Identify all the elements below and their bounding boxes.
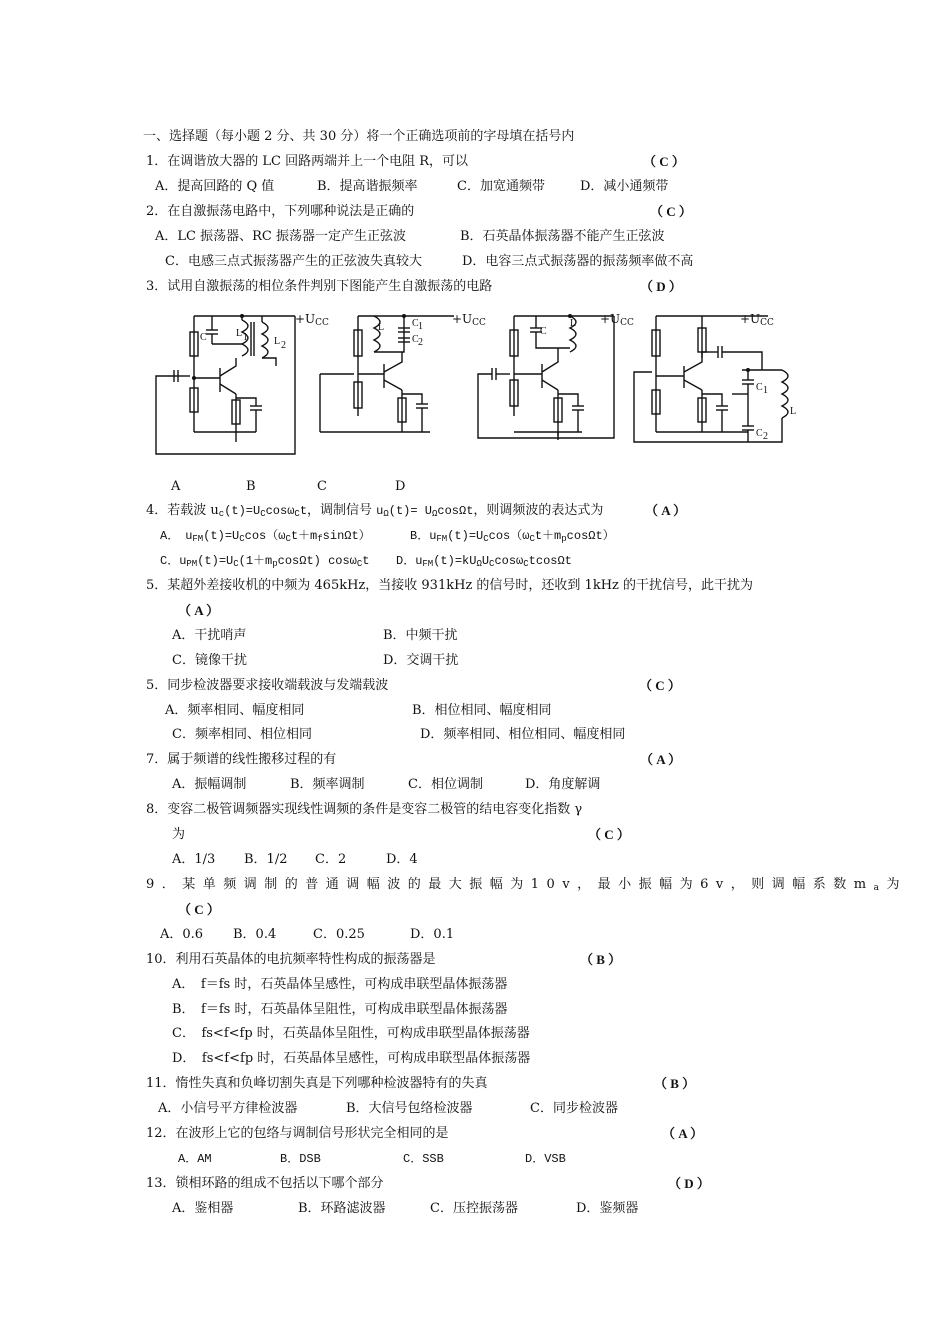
- q13-option-c: C．压控振荡器: [430, 1201, 518, 1216]
- q2-option-c: C．电感三点式振荡器产生的正弦波失真较大: [165, 254, 422, 269]
- circuit-label-b: B: [246, 479, 256, 494]
- q7-option-c: C．相位调制: [408, 777, 483, 792]
- svg-text:1: 1: [763, 385, 768, 396]
- q2-answer: （ C ）: [650, 204, 692, 219]
- q12-option-b: B．DSB: [280, 1152, 321, 1166]
- q11-stem: 11．惰性失真和负峰切割失真是下列哪种检波器特有的失真: [146, 1076, 488, 1091]
- q1-option-c: C．加宽通频带: [457, 179, 545, 194]
- q8-answer: （ C ）: [588, 827, 630, 842]
- q5a-option-c: C．镜像干扰: [172, 653, 247, 668]
- q7-option-d: D．角度解调: [525, 777, 601, 792]
- svg-text:C: C: [540, 326, 547, 337]
- q5b-option-c: C．频率相同、相位相同: [172, 727, 312, 742]
- circuit-b-diagram: [312, 308, 462, 458]
- q1-option-b: B．提高谐振频率: [317, 179, 418, 194]
- section-header: 一、选择题（每小题 2 分、共 30 分）将一个正确选项前的字母填在括号内: [143, 129, 575, 144]
- q8-option-a: A．1/3: [172, 852, 216, 867]
- q4-option-d: D．$u_{FM}(t)=kU_\Omega U_C\cos\omega_Ctcos\Omega t$: [396, 554, 572, 569]
- q2-option-d: D．电容三点式振荡器的振荡频率做不高: [462, 254, 694, 269]
- q9-option-a: A．0.6: [160, 927, 204, 942]
- q7-stem: 7．属于频谱的线性搬移过程的有: [146, 752, 337, 767]
- q7-answer: （ A ）: [640, 752, 682, 767]
- q5a-answer: （ A ）: [178, 603, 220, 618]
- circuit-b-vcc: $+U_{CC}$: [452, 312, 486, 328]
- q12-option-c: C．SSB: [403, 1152, 444, 1166]
- q10-answer: （ B ）: [580, 952, 622, 967]
- q5b-option-d: D．频率相同、相位相同、幅度相同: [420, 727, 626, 742]
- q13-option-d: D．鉴频器: [576, 1201, 639, 1216]
- q1-option-d: D．减小通频带: [580, 179, 669, 194]
- svg-text:L: L: [790, 406, 797, 417]
- svg-text:1: 1: [243, 332, 248, 343]
- q5a-option-d: D．交调干扰: [383, 653, 459, 668]
- svg-text:1: 1: [418, 321, 423, 332]
- svg-text:L: L: [378, 322, 385, 333]
- q10-option-d: D． fs<f<fp 时，石英晶体呈感性，可构成串联型晶体振荡器: [172, 1051, 531, 1066]
- svg-text:2: 2: [763, 431, 768, 442]
- circuit-label-c: C: [317, 479, 327, 494]
- q3-answer: （ D ）: [640, 279, 682, 294]
- q13-stem: 13．锁相环路的组成不包括以下哪个部分: [146, 1176, 384, 1191]
- q1-stem: 1．在调谐放大器的 LC 回路两端并上一个电阻 R，可以: [146, 154, 469, 169]
- q8-stem: 8．变容二极管调频器实现线性调频的条件是变容二极管的结电容变化指数 γ: [146, 802, 583, 817]
- q8-stem-cont: 为: [172, 827, 186, 842]
- q2-stem: 2．在自激振荡电路中，下列哪种说法是正确的: [146, 204, 415, 219]
- circuit-label-d: D: [395, 479, 406, 494]
- svg-text:C: C: [756, 428, 763, 439]
- q10-option-b: B． f＝fs 时，石英晶体呈阻性，可构成串联型晶体振荡器: [172, 1002, 508, 1017]
- q10-option-c: C． fs<f<fp 时，石英晶体呈阻性，可构成串联型晶体振荡器: [172, 1026, 530, 1041]
- q12-stem: 12．在波形上它的包络与调制信号形状完全相同的是: [146, 1126, 449, 1141]
- circuit-d-vcc: $+U_{CC}$: [740, 312, 774, 328]
- svg-text:C: C: [756, 382, 763, 393]
- q12-answer: （ A ）: [662, 1126, 704, 1141]
- q13-option-b: B．环路滤波器: [298, 1201, 386, 1216]
- circuit-a-vcc: $+U_{CC}$: [295, 312, 329, 328]
- q5a-option-b: B．中频干扰: [383, 628, 458, 643]
- q11-answer: （ B ）: [654, 1076, 696, 1091]
- circuit-a-diagram: [150, 308, 310, 458]
- q5b-option-b: B．相位相同、幅度相同: [412, 703, 552, 718]
- svg-text:L: L: [570, 318, 577, 329]
- q7-option-a: A．振幅调制: [172, 777, 247, 792]
- circuit-label-a: A: [171, 479, 181, 494]
- q8-option-c: C．2: [315, 852, 347, 867]
- circuit-c-vcc: $+U_{CC}$: [600, 312, 634, 328]
- q4-option-b: B．$u_{FM}(t)=U_C\cos(\omega_Ct+m_p\cos\Omega t)$: [410, 529, 615, 544]
- q5a-option-a: A．干扰哨声: [172, 628, 247, 643]
- q9-option-c: C．0.25: [313, 927, 365, 942]
- q4-option-a: A． $u_{FM}(t)=U_C\cos(\omega_Ct+m_f\sin\Omega t)$: [160, 529, 371, 544]
- q2-option-a: A．LC 振荡器、RC 振荡器一定产生正弦波: [155, 229, 406, 244]
- q5b-answer: （ C ）: [639, 678, 681, 693]
- q11-option-b: B．大信号包络检波器: [346, 1101, 473, 1116]
- q1-answer: （ C ）: [643, 154, 685, 169]
- q11-option-a: A．小信号平方律检波器: [158, 1101, 298, 1116]
- q4-stem: 4．若载波 $u_c(t)=U_C\cos\omega_Ct$，调制信号 $u_\Omega(t)= U_\Omega\cos\Omega t$，则调频波的表达式为: [146, 503, 604, 519]
- q13-answer: （ D ）: [668, 1176, 710, 1191]
- q8-option-b: B．1/2: [244, 852, 288, 867]
- q3-stem: 3．试用自激振荡的相位条件判别下图能产生自激振荡的电路: [146, 279, 493, 294]
- q1-option-a: A．提高回路的 Q 值: [155, 179, 275, 194]
- svg-text:C: C: [412, 334, 419, 345]
- q5b-stem: 5．同步检波器要求接收端载波与发端载波: [146, 678, 389, 693]
- q11-option-c: C．同步检波器: [530, 1101, 618, 1116]
- q9-option-d: D．0.1: [410, 927, 455, 942]
- q12-option-d: D．VSB: [525, 1152, 566, 1166]
- q7-option-b: B．频率调制: [290, 777, 365, 792]
- q9-answer: （ C ）: [178, 902, 220, 917]
- q5b-option-a: A．频率相同、幅度相同: [165, 703, 305, 718]
- q9-stem: 9．某单频调制的普通调幅波的最大振幅为10v，最小振幅为6v，则调幅系数$m_a$为: [146, 877, 907, 893]
- q13-option-a: A．鉴相器: [172, 1201, 234, 1216]
- svg-text:2: 2: [418, 337, 423, 348]
- svg-text:C: C: [412, 318, 419, 329]
- svg-text:C: C: [200, 332, 207, 343]
- q10-stem: 10．利用石英晶体的电抗频率特性构成的振荡器是: [146, 952, 436, 967]
- q9-option-b: B．0.4: [233, 927, 277, 942]
- q4-option-c: C．$u_{PM}(t)=U_C(1+m_p\cos\Omega t)$ cosω$_C$t: [160, 554, 370, 569]
- q12-option-a: A．AM: [178, 1152, 212, 1166]
- q10-option-a: A． f＝fs 时，石英晶体呈感性，可构成串联型晶体振荡器: [172, 977, 508, 992]
- svg-text:L: L: [274, 336, 281, 347]
- svg-text:L: L: [236, 328, 243, 339]
- q5a-stem: 5．某超外差接收机的中频为 465kHz，当接收 931kHz 的信号时，还收到 1kHz 的干扰信号，此干扰为: [146, 578, 754, 593]
- q2-option-b: B．石英晶体振荡器不能产生正弦波: [460, 229, 665, 244]
- svg-text:2: 2: [281, 340, 286, 351]
- q4-answer: （ A ）: [645, 503, 687, 518]
- q8-option-d: D．4: [386, 852, 418, 867]
